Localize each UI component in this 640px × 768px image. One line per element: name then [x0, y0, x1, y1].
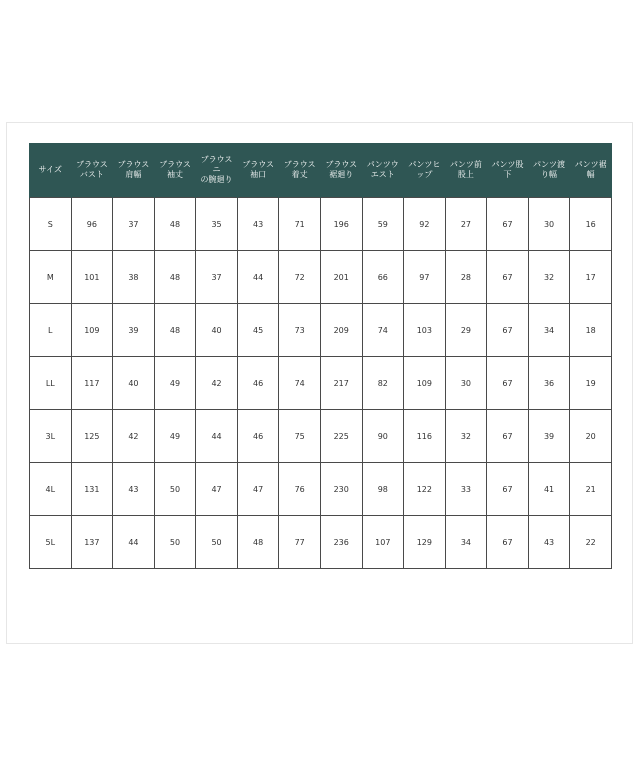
- measurement-cell: 125: [71, 410, 113, 463]
- measurement-cell: 131: [71, 463, 113, 516]
- measurement-cell: 67: [487, 463, 529, 516]
- measurement-cell: 30: [528, 198, 570, 251]
- measurement-cell: 48: [154, 251, 196, 304]
- measurement-cell: 75: [279, 410, 321, 463]
- measurement-cell: 39: [113, 304, 155, 357]
- measurement-cell: 46: [237, 410, 279, 463]
- table-row: [30, 198, 612, 251]
- table-row: [30, 251, 612, 304]
- measurement-cell: 44: [113, 516, 155, 569]
- measurement-cell: 230: [320, 463, 362, 516]
- measurement-cell: 38: [113, 251, 155, 304]
- measurement-cell: 72: [279, 251, 321, 304]
- measurement-cell: 90: [362, 410, 404, 463]
- measurement-cell: 19: [570, 357, 612, 410]
- measurement-cell: 97: [404, 251, 446, 304]
- measurement-cell: 46: [237, 357, 279, 410]
- measurement-cell: 122: [404, 463, 446, 516]
- measurement-cell: 44: [237, 251, 279, 304]
- measurement-cell: 92: [404, 198, 446, 251]
- measurement-cell: 34: [528, 304, 570, 357]
- measurement-cell: 32: [445, 410, 487, 463]
- table-row: [30, 463, 612, 516]
- measurement-cell: 43: [528, 516, 570, 569]
- measurement-cell: 82: [362, 357, 404, 410]
- size-label-cell: LL: [30, 357, 72, 410]
- measurement-cell: 42: [196, 357, 238, 410]
- measurement-cell: 43: [237, 198, 279, 251]
- measurement-cell: 48: [154, 304, 196, 357]
- measurement-cell: 117: [71, 357, 113, 410]
- measurement-cell: 50: [154, 516, 196, 569]
- measurement-cell: 225: [320, 410, 362, 463]
- measurement-cell: 20: [570, 410, 612, 463]
- table-row: [30, 357, 612, 410]
- measurement-cell: 48: [154, 198, 196, 251]
- table-row: [30, 304, 612, 357]
- measurement-cell: 201: [320, 251, 362, 304]
- table-row: [30, 410, 612, 463]
- measurement-cell: 21: [570, 463, 612, 516]
- measurement-cell: 196: [320, 198, 362, 251]
- measurement-cell: 101: [71, 251, 113, 304]
- measurement-cell: 36: [528, 357, 570, 410]
- measurement-cell: 41: [528, 463, 570, 516]
- measurement-cell: 40: [113, 357, 155, 410]
- measurement-cell: 109: [404, 357, 446, 410]
- header-cell-blouse-upper-arm: ブラウスニ の腕廻り: [196, 143, 238, 198]
- measurement-cell: 67: [487, 410, 529, 463]
- measurement-cell: 50: [154, 463, 196, 516]
- measurement-cell: 59: [362, 198, 404, 251]
- header-cell-blouse-shoulder: ブラウス肩幅: [113, 143, 155, 198]
- header-cell-pants-inseam: パンツ股下: [487, 143, 529, 198]
- measurement-cell: 43: [113, 463, 155, 516]
- measurement-cell: 67: [487, 357, 529, 410]
- header-cell-blouse-length: ブラウス着丈: [279, 143, 321, 198]
- measurement-cell: 96: [71, 198, 113, 251]
- measurement-cell: 66: [362, 251, 404, 304]
- measurement-cell: 49: [154, 357, 196, 410]
- measurement-cell: 77: [279, 516, 321, 569]
- measurement-cell: 16: [570, 198, 612, 251]
- header-cell-blouse-bust: ブラウス バスト: [71, 143, 113, 198]
- measurement-cell: 22: [570, 516, 612, 569]
- measurement-cell: 29: [445, 304, 487, 357]
- measurement-cell: 76: [279, 463, 321, 516]
- measurement-cell: 39: [528, 410, 570, 463]
- header-cell-size: サイズ: [30, 143, 72, 198]
- measurement-cell: 47: [196, 463, 238, 516]
- measurement-cell: 107: [362, 516, 404, 569]
- size-label-cell: S: [30, 198, 72, 251]
- header-cell-pants-hem: パンツ裾幅: [570, 143, 612, 198]
- measurement-cell: 71: [279, 198, 321, 251]
- measurement-cell: 45: [237, 304, 279, 357]
- measurement-cell: 37: [196, 251, 238, 304]
- measurement-cell: 33: [445, 463, 487, 516]
- header-cell-pants-waist: パンツウ エスト: [362, 143, 404, 198]
- measurement-cell: 27: [445, 198, 487, 251]
- measurement-cell: 49: [154, 410, 196, 463]
- measurement-cell: 217: [320, 357, 362, 410]
- measurement-cell: 109: [71, 304, 113, 357]
- measurement-cell: 73: [279, 304, 321, 357]
- measurement-cell: 40: [196, 304, 238, 357]
- measurement-cell: 37: [113, 198, 155, 251]
- measurement-cell: 48: [237, 516, 279, 569]
- measurement-cell: 32: [528, 251, 570, 304]
- header-cell-blouse-sleeve-length: ブラウス袖丈: [154, 143, 196, 198]
- size-chart-table: [29, 143, 612, 569]
- header-cell-blouse-hem: ブラウス 裾廻り: [320, 143, 362, 198]
- table-body: [30, 198, 612, 569]
- measurement-cell: 137: [71, 516, 113, 569]
- size-label-cell: 4L: [30, 463, 72, 516]
- measurement-cell: 28: [445, 251, 487, 304]
- measurement-cell: 17: [570, 251, 612, 304]
- header-cell-blouse-cuff: ブラウス袖口: [237, 143, 279, 198]
- measurement-cell: 30: [445, 357, 487, 410]
- measurement-cell: 35: [196, 198, 238, 251]
- measurement-cell: 67: [487, 198, 529, 251]
- table-row: [30, 516, 612, 569]
- measurement-cell: 103: [404, 304, 446, 357]
- measurement-cell: 129: [404, 516, 446, 569]
- measurement-cell: 98: [362, 463, 404, 516]
- header-cell-pants-front-rise: パンツ前股上: [445, 143, 487, 198]
- measurement-cell: 47: [237, 463, 279, 516]
- measurement-cell: 67: [487, 251, 529, 304]
- size-label-cell: L: [30, 304, 72, 357]
- measurement-cell: 74: [362, 304, 404, 357]
- measurement-cell: 34: [445, 516, 487, 569]
- measurement-cell: 236: [320, 516, 362, 569]
- measurement-cell: 74: [279, 357, 321, 410]
- measurement-cell: 42: [113, 410, 155, 463]
- measurement-cell: 116: [404, 410, 446, 463]
- header-row: [30, 143, 612, 198]
- measurement-cell: 44: [196, 410, 238, 463]
- size-label-cell: 5L: [30, 516, 72, 569]
- measurement-cell: 50: [196, 516, 238, 569]
- header-cell-pants-thigh: パンツ渡り幅: [528, 143, 570, 198]
- header-cell-pants-hip: パンツヒップ: [404, 143, 446, 198]
- measurement-cell: 67: [487, 516, 529, 569]
- size-label-cell: 3L: [30, 410, 72, 463]
- measurement-cell: 18: [570, 304, 612, 357]
- size-label-cell: M: [30, 251, 72, 304]
- measurement-cell: 209: [320, 304, 362, 357]
- measurement-cell: 67: [487, 304, 529, 357]
